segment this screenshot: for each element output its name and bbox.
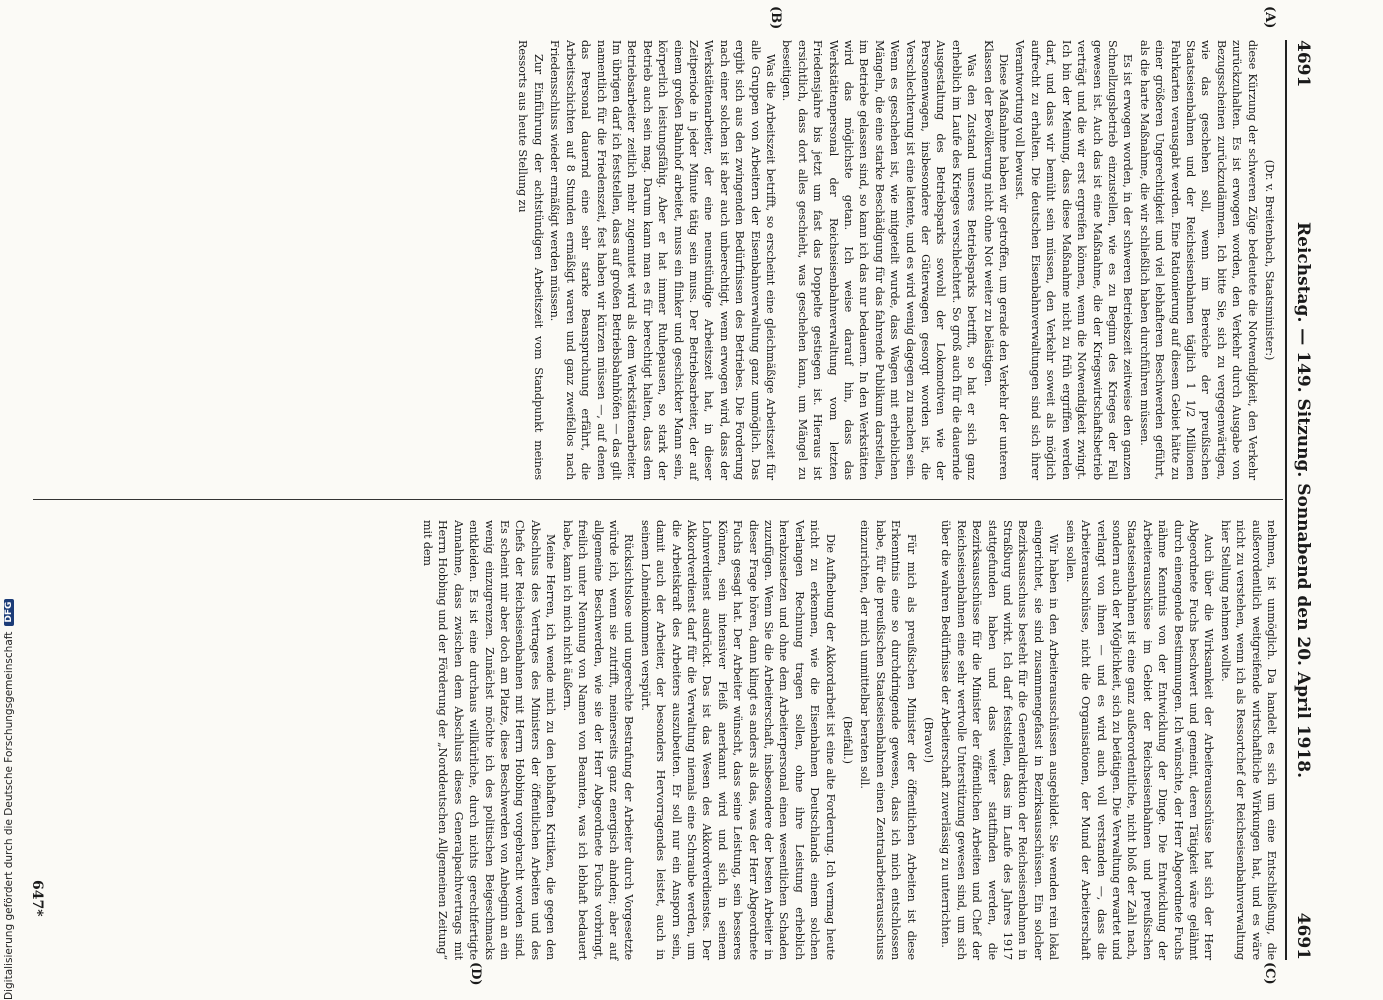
margin-marker-d: (D) xyxy=(468,962,483,986)
paragraph: Diese Maßnahme haben wir getroffen, um gerade den Verkehr der unteren Klassen der Bevölkerung nicht ohne Not weiter zu belästigen. xyxy=(981,40,1011,480)
paragraph: Es ist erwogen worden, in der schweren Betriebszeit zeitweise den ganzen Schnellzugsbetrieb einzustellen, wie es zu Beginn des Krieges der Fall gewesen ist. Auch das ist eine Maßnahme, die der Kriegswirtschaftsbetrieb verträgt und die wir erst ergreifen können, wenn die Notwendigkeit zwingt. Ich bin der Meinung, dass diese Maßnahme nicht zu früh ergriffen werden darf, und dass wir bemüht sein müssen, den Verkehr soweit als möglich aufrecht zu erhalten. Die deutschen Eisenbahnverwaltungen sind sich ihrer Verantwortung voll bewusst. xyxy=(1013,40,1135,480)
paragraph: Was die Arbeitszeit betrifft, so erscheint eine gleichmäßige Arbeitszeit für alle Gruppen von Arbeitern der Eisenbahnverwaltung ganz unmöglich. Das ergibt sich aus den zwingenden Bedürfnissen des Betriebes. Die Forderung nach einer solchen ist aber auch unberechtigt, wenn erwogen wird, dass der Werkstättenarbeiter, der eine neunstündige Arbeitszeit hat, in dieser Zeitperiode in jeder Minute tätig sein muss. Der Betriebsarbeiter, der auf einem großen Bahnhof arbeitet, muss ein flinker und geschickter Mann sein, körperlich leistungsfähig. Aber er hat immer Ruhepausen, so stark der Betrieb auch sein mag. Darum kann man es für berechtigt halten, dass dem Betriebsarbeiter zeitlich mehr zugemutet wird als dem Werkstättenarbeiter. Im übrigen darf ich feststellen, dass auf großen Betriebsbahnhöfen — das gilt namentlich für die Friedenszeit, fest haben wir kürzen müssen —, auf denen das Personal dauernd eine sehr starke Beanspruchung erfährt, die Arbeitsschichten auf 8 Stunden ermäßigt waren und ganz zweifellos nach Friedensschluss wieder ermäßigt werden müssen. xyxy=(548,40,777,480)
credit-text: Digitalisierung gefördert durch die Deutsche Forschungsgemeinschaft xyxy=(3,631,15,1000)
paragraph: nehmen, ist unmöglich. Da handelt es sich um eine Entschließung, die außerordentlich weitgreifende wirtschaftliche Wirkungen hat, und es wäre nicht zu verstehen, wenn ich als Ressortchef der Reichseisenbahnverwaltung hier Stellung nehmen wollte. xyxy=(1218,520,1278,960)
paragraph: Zur Einführung der achtstündigen Arbeitszeit vom Standpunkt meines Ressorts aus heute Stellung zu xyxy=(516,40,545,480)
margin-marker-a: (A) xyxy=(1262,6,1277,29)
left-text-column xyxy=(514,40,1279,480)
right-text-column xyxy=(419,520,1279,960)
interjection: (Bravo!) xyxy=(922,717,936,763)
digitization-credit xyxy=(0,0,18,1000)
header-title: Reichstag. — 149. Sitzung. Sonnabend den 20. April 1918. xyxy=(1293,222,1313,778)
paragraph: Meine Herren, ich wende mich zu den lebhaften Kritiken, die gegen den Abschluss des Vertrages des Ministers der öffentlichen Arbeiten und des Chefs der Reichseisenbahnen mit Herrn Hobbing vorgebracht worden sind. Es scheint mir aber doch am Platze, diese Beschwerden von Anbeginn an ein wenig einzugrenzen. Zunächst möchte ich des politischen Beigeschmacks entkleiden. Es ist eine durchaus willkürliche, durch nichts gerechtfertigte Annahme, dass zwischen dem Abschluss dieses Generalpachtvertrags mit Herrn Hobbing und der Förderung der „Norddeutschen Allgemeinen Zeitung“ mit dem xyxy=(421,520,558,960)
footnote-mark: 647* xyxy=(29,880,45,917)
speaker-line: (Dr. v. Breitenbach, Staatsminister:) xyxy=(1263,159,1276,361)
paragraph: Auch über die Wirksamkeit der Arbeiterausschüsse hat sich der Herr Abgeordnete Fuchs beschwert und gemeint, deren Tätigkeit wäre gelähmt durch einengende Bestimmungen. Ich wünschte, der Herr Abgeordnete Fuchs nähme Kenntnis von der Entwicklung der Dinge. Die Entwicklung der Arbeiterausschüsse im Gebiet der Reichseisenbahnen und preußischen Staatseisenbahnen ist eine ganz außerordentliche, nicht bloß der Zahl nach, sondern auch der Möglichkeit, sich zu betätigen. Die Verwaltung erwartet und verlangt von ihnen — und es wird auch voll verstanden —, dass die Arbeiterausschüsse, nicht die Organisationen, der Mund der Arbeiterschaft sein sollen. xyxy=(1063,520,1216,960)
paragraph: Wir haben in den Arbeiterausschüssen ausgebildet. Sie wenden rein lokal eingerichtet, sie sind zusammengefasst in Bezirksausschüssen. Ein solcher Bezirksausschuss besteht für die Generaldirektion der Reichseisenbahnen in Straßburg und wirkt. Ich darf feststellen, dass im Laufe des Jahres 1917 stattgefunden haben und dass weiter stattfinden werden, die Bezirksausschüsse für die Minister der öffentlichen Arbeiten und Chef der Reichseisenbahnen eine sehr wertvolle Unterstützung gewesen sind, um sich über die wahren Bedürfnisse der Arbeiterschaft zuverlässig zu unterrichten. xyxy=(939,520,1061,960)
header-page-number-left: 4691 xyxy=(1293,40,1313,88)
paragraph: Für mich als preußischen Minister der öffentlichen Arbeiten ist diese Erkenntnis eine so durchdringende gewesen, dass ich mich entschlossen habe, für die preußischen Staatseisenbahnen einen Zentralarbeiterausschuss einzurichten, der mich unmittelbar beraten soll. xyxy=(858,520,918,960)
column-divider xyxy=(33,499,1283,500)
paragraph: Rücksichtslose und ungerechte Bestrafung der Arbeiter durch Vorgesetzte würde ich, wenn sie zutrifft, meinerseits ganz energisch ahnden; aber auf allgemeine Beschwerden, wie sie der Herr Abgeordnete Fuchs vorbringt, freilich unter Nennung von Namen von Beamten, was ich lebhaft bedauert habe, kann ich mich nicht äußern. xyxy=(560,520,636,960)
dfg-logo: DFG xyxy=(4,599,14,626)
paragraph: diese Kürzung der schweren Züge bedeutete die Notwendigkeit, den Verkehr zurückzuhalten. Es ist erwogen worden, den Verkehr durch Ausgabe von Bezugsscheinen zurückzudämmen. Ich bitte Sie, sich zu vergegenwärtigen, wie das geschehen soll, wenn im Bereiche der preußischen Staatseisenbahnen und der Reichseisenbahnen täglich 1 1/2 Millionen Fahrkarten verausgabt werden. Eine Rationierung auf diesem Gebiet hätte zu einer größeren Ungerechtigkeit und viel lebhafteren Beschwerden geführt, als die harte Maßnahme, die wir schließlich haben durchführen müssen. xyxy=(1137,40,1259,480)
margin-marker-b: (B) xyxy=(768,6,783,30)
paragraph: Was den Zustand unseres Betriebsparks betrifft, so hat er sich ganz erheblich im Laufe des Krieges verschlechtert. So groß auch für die dauernde Ausgestaltung des Betriebsparks sowohl der Lokomotiven wie der Personenwagen, insbesondere der Güterwagen gesorgt worden ist, die Verschlechterung ist eine latente, und es wird wenig dagegen zu machen sein. Wenn es geschehen ist, wie mitgeteilt wurde, dass Wagen mit erheblichen Mängeln, die eine starke Beschädigung für das fahrende Publikum darstellen, im Betriebe gelassen sind, so kann ich das nur bedauern. In den Werkstätten wird das möglichste getan. Ich weise darauf hin, dass das Werkstättenpersonal der Reichseisenbahnverwaltung vom letzten Friedensjahre bis jetzt um fast das Doppelte gestiegen ist. Hieraus ist ersichtlich, dass dort alles geschieht, was geschehen kann, um Mängel zu beseitigen. xyxy=(780,40,979,480)
page-header xyxy=(1285,40,1313,960)
header-page-number-right: 4691 xyxy=(1293,912,1313,960)
interjection: (Beifall.) xyxy=(841,716,855,764)
margin-marker-c: (C) xyxy=(1262,962,1277,985)
paragraph: Die Aufhebung der Akkordarbeit ist eine alte Forderung. Ich vermag heute nicht zu erkennen, wie die Eisenbahnen Deutschlands einem solchen Verlangen Rechnung tragen sollen, ohne ihre Leistung erheblich herabzusetzen und ohne dem Arbeiterpersonal einen wesentlichen Schaden zuzufügen. Wenn Sie die Arbeiterschaft, insbesondere der besten Arbeiter in dieser Frage hören, dann klingt es anders als das, was der Herr Abgeordnete Fuchs gesagt hat. Der Arbeiter wünscht, dass seine Leistung, sein besseres Können, sein intensiver Fleiß anerkannt wird und sich in seinem Lohnverdienst ausdrückt. Das ist das Wesen des Akkordverdienstes. Der Akkordverdienst darf für die Verwaltung niemals eine Schraube werden, um die Arbeitskraft des Arbeiters auszubeuten. Er soll nur ein Ansporn sein, damit auch der Arbeiter, der besonders Hervorragendes leistet, auch in seinem Lohneinkommen verspürt. xyxy=(638,520,837,960)
